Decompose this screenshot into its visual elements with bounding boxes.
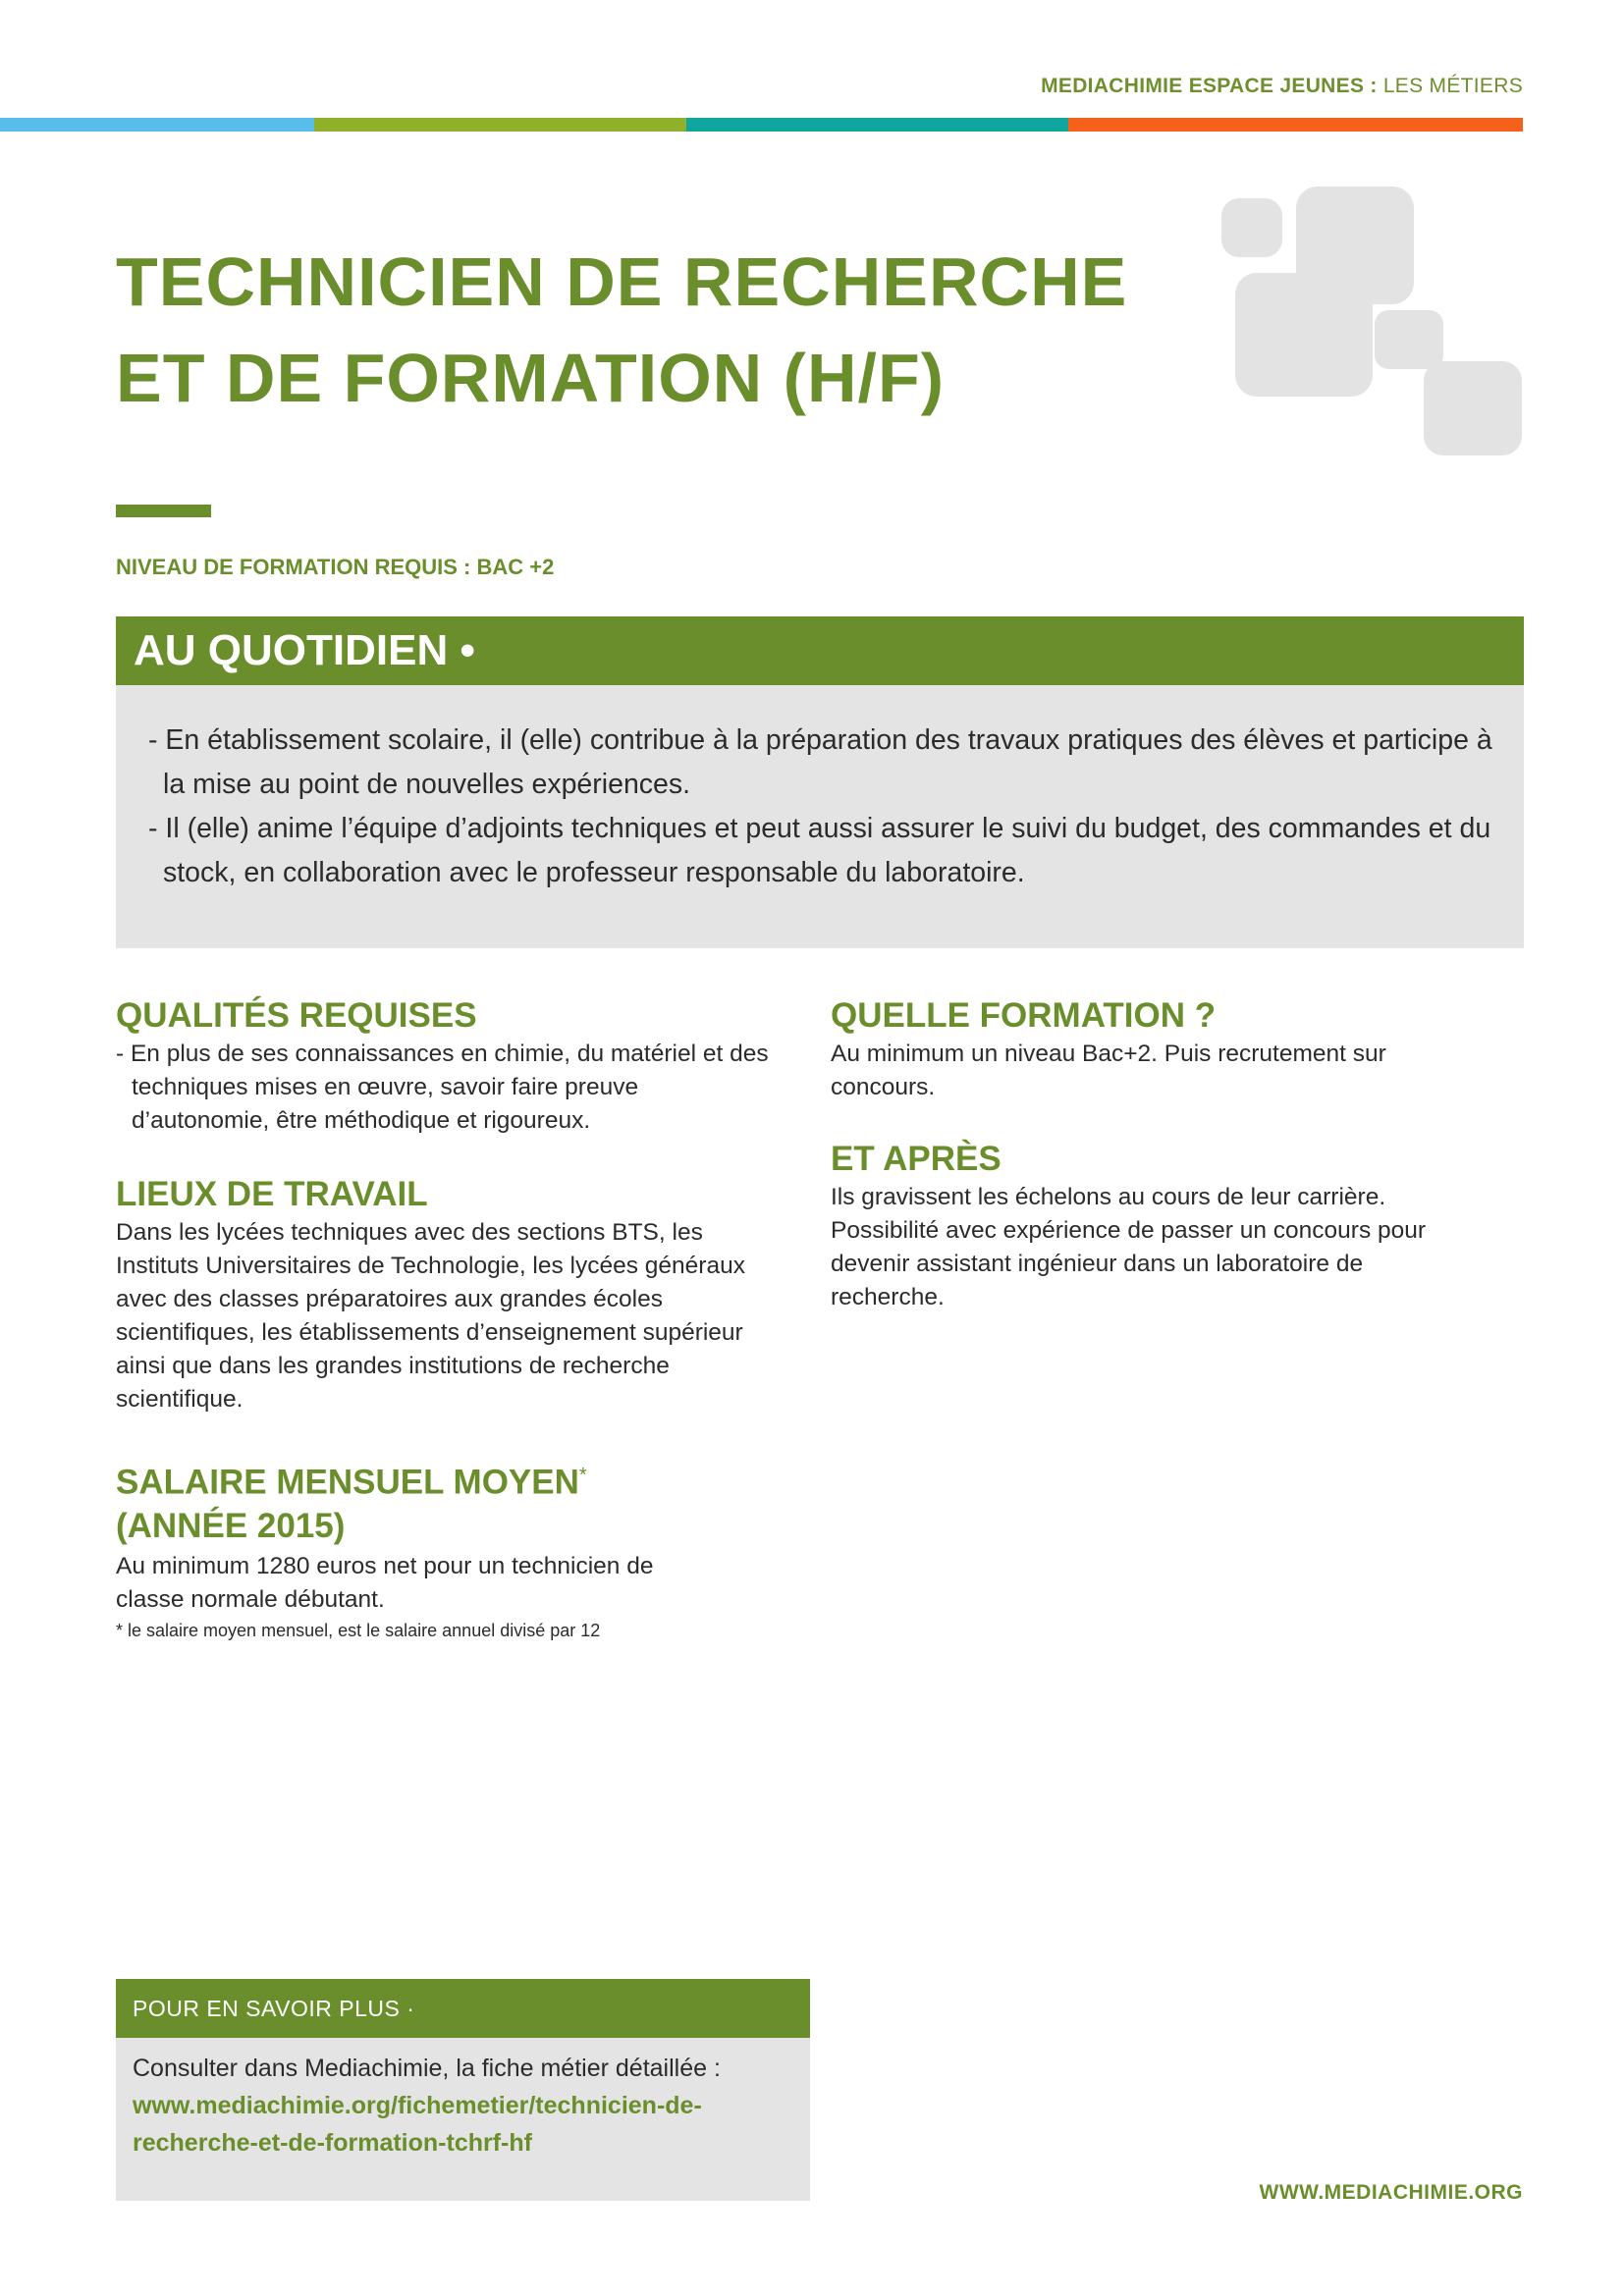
lieux-heading: LIEUX DE TRAVAIL xyxy=(116,1175,428,1213)
quotidien-heading: AU QUOTIDIEN • xyxy=(116,616,1524,685)
quotidien-item: - En établissement scolaire, il (elle) contribue à la préparation des travaux pratiques des élèves et participe à la mise au point de nouvelles expériences. xyxy=(148,724,1492,800)
required-level: NIVEAU DE FORMATION REQUIS : BAC +2 xyxy=(116,555,555,579)
color-bar-orange xyxy=(1068,118,1523,132)
formation-heading: QUELLE FORMATION ? xyxy=(831,996,1217,1035)
title-line-2: ET DE FORMATION (H/F) xyxy=(116,340,946,416)
savoir-plus-text: Consulter dans Mediachimie, la fiche métier détaillée : xyxy=(133,2055,721,2082)
page-header xyxy=(1041,75,1523,98)
header-brand: MEDIACHIMIE ESPACE JEUNES xyxy=(1041,75,1365,97)
salaire-text: Au minimum 1280 euros net pour un technicien de classe normale débutant. xyxy=(116,1552,654,1613)
right-column xyxy=(831,994,1479,1314)
qualites-heading: QUALITÉS REQUISES xyxy=(116,996,477,1035)
color-bar xyxy=(0,118,1523,132)
decorative-squares-icon xyxy=(1218,185,1532,459)
color-bar-blue xyxy=(0,118,314,132)
salaire-footnote: * le salaire moyen mensuel, est le salaire annuel divisé par 12 xyxy=(116,1620,601,1640)
salaire-heading xyxy=(116,1454,784,1505)
salaire-heading-year: (ANNÉE 2015) xyxy=(116,1506,346,1545)
apres-text: Ils gravissent les échelons au cours de leur carrière. Possibilité avec expérience de passer un concours pour devenir assistant ingénieur dans un laboratoire de recherche. xyxy=(831,1184,1427,1310)
page-title xyxy=(116,234,1196,426)
left-column xyxy=(116,994,784,1642)
color-bar-green xyxy=(314,118,686,132)
quotidien-panel xyxy=(116,685,1524,948)
qualites-text: - En plus de ses connaissances en chimie, du matériel et des techniques mises en œuvre, savoir faire preuve d’autonomie, être méthodique et rigoureux. xyxy=(116,1041,769,1134)
header-separator: : xyxy=(1364,75,1383,97)
salaire-heading-text: SALAIRE MENSUEL MOYEN xyxy=(116,1463,579,1502)
title-line-1: TECHNICIEN DE RECHERCHE xyxy=(116,243,1128,320)
savoir-plus-link[interactable]: www.mediachimie.org/fichemetier/technicien-de-recherche-et-de-formation-tchrf-hf xyxy=(133,2092,702,2157)
color-bar-teal xyxy=(686,118,1068,132)
formation-text: Au minimum un niveau Bac+2. Puis recrutement sur concours. xyxy=(831,1041,1386,1100)
apres-heading: ET APRÈS xyxy=(831,1140,1001,1178)
lieux-text: Dans les lycées techniques avec des sections BTS, les Instituts Universitaires de Technologie, les lycées généraux avec des classes préparatoires aux grandes écoles scientifiques, les établissements d’enseignement supérieur ainsi que dans les grandes institutions de recherche scientifique. xyxy=(116,1219,745,1413)
header-section: LES MÉTIERS xyxy=(1382,75,1523,97)
title-accent-line xyxy=(116,505,211,517)
salaire-asterisk: * xyxy=(578,1465,587,1486)
savoir-plus-heading: POUR EN SAVOIR PLUS · xyxy=(116,1979,810,2038)
footer-url[interactable]: WWW.MEDIACHIMIE.ORG xyxy=(1259,2181,1523,2204)
quotidien-item: - Il (elle) anime l’équipe d’adjoints techniques et peut aussi assurer le suivi du budget, des commandes et du stock, en collaboration avec le professeur responsable du laboratoire. xyxy=(148,813,1491,888)
savoir-plus-panel xyxy=(116,2038,810,2201)
